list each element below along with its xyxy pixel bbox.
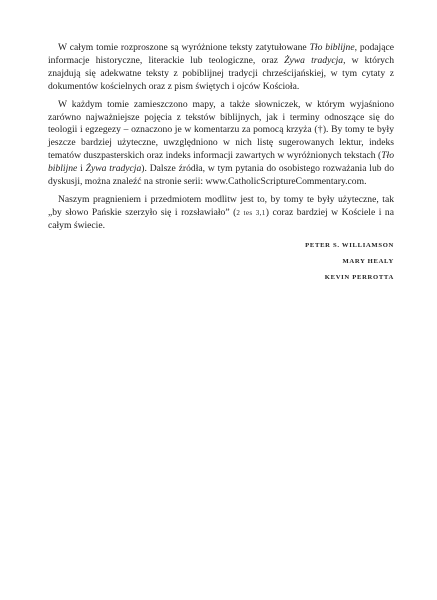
author-name-1: PETER S. WILLIAMSON (305, 241, 394, 249)
author-name-3: KEVIN PERROTTA (324, 273, 394, 281)
paragraph-1-segment: , w których znajdują się adekwatne teksty z pobiblijnej tradycji chrześcijańskiej, w tym cytaty z dokumentów kościelnych oraz z pism świętych i ojców Kościoła. (48, 54, 394, 92)
paragraph-1-segment: , podające informacje historyczne, literackie lub teologiczne, oraz (48, 42, 394, 66)
page-body (48, 42, 394, 286)
author-name-2: MARY HEALY (342, 257, 394, 265)
paragraph-1-segment: Żywa tradycja (284, 54, 344, 66)
paragraph-2-segment: Tło biblijne (48, 150, 394, 175)
paragraph-2 (48, 99, 394, 189)
paragraph-1 (48, 42, 394, 94)
paragraph-2-segment: W każdym tomie zamieszczono mapy, a także słowniczek, w którym wyjaśniono zarówno najważniejsze pojęcia z tekstów biblijnych, jak i terminy odnoszące się do teologii i egzegezy – oznaczono je w komentarzu za pomocą krzyża (†). By tomy te były jeszcze bardziej użyteczne, uwzględniono w nich listę sugerowanych lektur, indeks tematów duszpasterskich oraz indeks informacji zawartych w wyróżnionych tekstach ( (48, 98, 394, 162)
paragraph-3-segment: Naszym pragnieniem i przedmiotem modlitw jest to, by tomy te były użyteczne, tak „by słowo Pańskie szerzyło się i rozsławiało” ( (48, 193, 394, 218)
paragraph-3-segment: ) coraz bardziej w Kościele i na całym świecie. (48, 206, 394, 231)
paragraph-2-segment: ). Dalsze źródła, w tym pytania do osobistego rozważania lub do dyskusji, można znaleźć na stronie serii: www.CatholicScriptureCommentary.com. (48, 163, 394, 188)
paragraph-3-segment: 2 tes 3,1 (236, 208, 266, 217)
paragraph-1-segment: Tło biblijne (309, 42, 355, 53)
paragraph-2-segment: Żywa tradycja (85, 163, 142, 175)
paragraph-1-segment: W całym tomie rozproszone są wyróżnione teksty zatytułowane (58, 42, 310, 53)
paragraph-2-segment: i (77, 163, 86, 175)
paragraph-3 (48, 194, 394, 233)
author-signatures (48, 238, 394, 286)
preface-text (48, 42, 394, 233)
